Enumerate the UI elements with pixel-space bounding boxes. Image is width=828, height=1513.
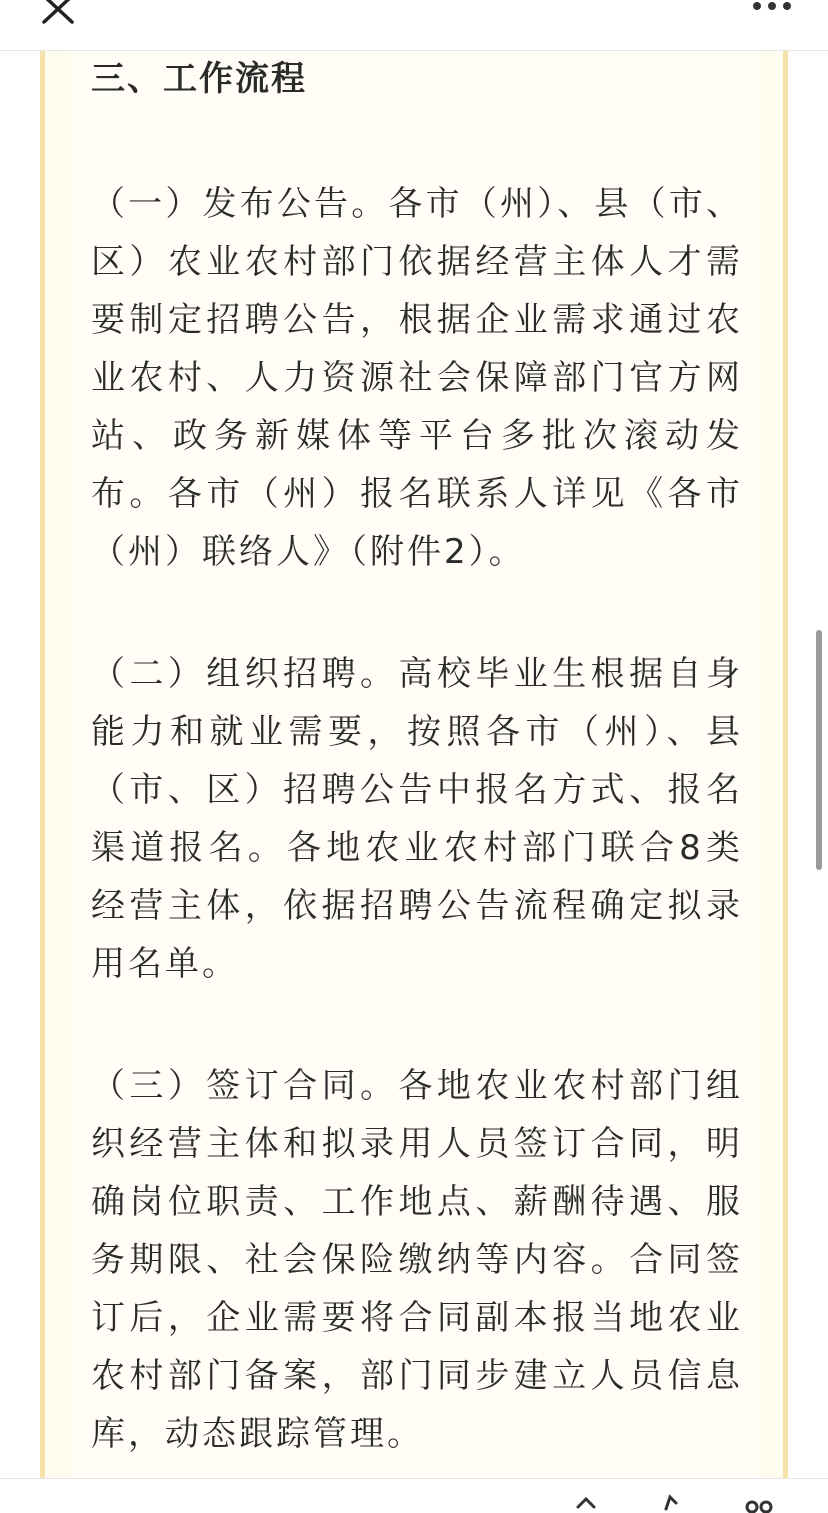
paragraph-sign-contract: （三）签订合同。各地农业农村部门组织经营主体和拟录用人员签订合同，明确岗位职责、工作地点、薪酬待遇、服务期限、社会保险缴纳等内容。合同签订后，企业需要将合同副本报当地农业农村部门备案，部门同步建立人员信息库，动态跟踪管理。 <box>91 1066 743 1454</box>
section-title: 三、工作流程 <box>91 59 307 99</box>
article-content <box>91 51 743 1463</box>
article-frame <box>40 51 788 1478</box>
paragraph-publish-announcement: （一）发布公告。各市（州）、县（市、区）农业农村部门依据经营主体人才需要制定招聘公告，根据企业需求通过农业农村、人力资源社会保障部门官方网站、政务新媒体等平台多批次滚动发布。各市（州）报名联系人详见《各市（州）联络人》（附件2）。 <box>91 184 743 572</box>
top-toolbar <box>0 0 828 51</box>
bottom-toolbar <box>0 1478 828 1508</box>
share-icon[interactable] <box>566 1493 606 1513</box>
comment-icon[interactable] <box>738 1493 778 1513</box>
close-icon <box>38 0 82 30</box>
like-icon[interactable] <box>652 1493 692 1513</box>
more-horizontal-icon <box>748 0 798 18</box>
paragraph-organize-recruitment: （二）组织招聘。高校毕业生根据自身能力和就业需要，按照各市（州）、县（市、区）招聘公告中报名方式、报名渠道报名。各地农业农村部门联合8类经营主体，依据招聘公告流程确定拟录用名单。 <box>91 654 743 984</box>
more-options-button[interactable] <box>748 0 798 18</box>
close-button[interactable] <box>38 0 82 30</box>
scrollbar-thumb[interactable] <box>816 630 822 870</box>
